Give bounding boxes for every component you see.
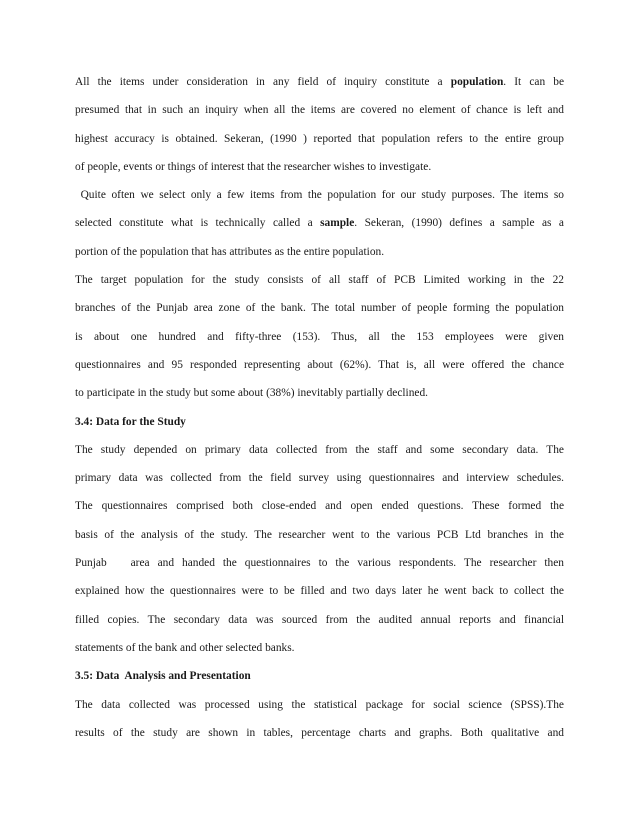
text-span: filled copies. The secondary data was sourced from the audited annual reports and financial <box>75 613 564 626</box>
text-line <box>75 238 564 266</box>
text-span: highest accuracy is obtained. Sekeran, (1990 ) reported that population refers to the entire group <box>75 132 564 145</box>
text-span: branches of the Punjab area zone of the bank. The total number of people forming the population <box>75 302 564 315</box>
bold-term: population <box>450 76 504 88</box>
text-line <box>75 549 564 577</box>
text-span: presumed that in such an inquiry when all the items are covered no element of chance is left and <box>75 104 564 117</box>
text-line <box>75 351 564 379</box>
text-line <box>75 323 564 351</box>
text-span: explained how the questionnaires were to be filled and two days later he went back to collect the <box>75 585 564 598</box>
text-span: Punjab area and handed the questionnaires to the various respondents. The researcher then <box>75 557 564 570</box>
text-span: results of the study are shown in tables, percentage charts and graphs. Both qualitative and <box>75 726 564 739</box>
text-line <box>75 294 564 322</box>
text-line <box>75 521 564 549</box>
text-line <box>75 691 564 719</box>
text-span: The target population for the study consists of all staff of PCB Limited working in the 22 <box>75 274 564 287</box>
text-line <box>75 125 564 153</box>
text-span: The study depended on primary data collected from the staff and some secondary data. The <box>75 443 564 456</box>
section-heading: 3.5: Data Analysis and Presentation <box>75 670 251 683</box>
document-page <box>75 68 564 747</box>
text-span: The data collected was processed using the statistical package for social science (SPSS).The <box>75 698 564 711</box>
text-span: statements of the bank and other selected banks. <box>75 641 295 654</box>
text-line <box>75 606 564 634</box>
text-line <box>75 181 564 209</box>
bold-term: sample <box>320 217 355 230</box>
text-line <box>75 209 564 237</box>
text-span: The questionnaires comprised both close-ended and open ended questions. These formed the <box>75 500 564 513</box>
text-span: is about one hundred and fifty-three (153). Thus, all the 153 employees were given <box>75 330 564 343</box>
text-span: portion of the population that has attributes as the entire population. <box>75 245 385 258</box>
text-span: Quite often we select only a few items from the population for our study purposes. The items so <box>75 189 564 202</box>
text-span: . Sekeran, (1990) defines a sample as a <box>354 217 564 230</box>
text-span: of people, events or things of interest that the researcher wishes to investigate. <box>75 160 432 173</box>
text-line <box>75 153 564 181</box>
text-line <box>75 96 564 124</box>
text-span: . It can be <box>503 76 564 88</box>
text-line <box>75 266 564 294</box>
text-line <box>75 577 564 605</box>
text-line <box>75 719 564 747</box>
text-span: All the items under consideration in any field of inquiry constitute a <box>75 76 451 88</box>
text-span: primary data was collected from the field survey using questionnaires and interview schedules. <box>75 472 564 485</box>
text-span: basis of the analysis of the study. The researcher went to the various PCB Ltd branches in the <box>75 528 564 541</box>
text-line <box>75 464 564 492</box>
text-span: selected constitute what is technically called a <box>75 217 321 230</box>
section-heading: 3.4: Data for the Study <box>75 415 186 428</box>
text-line <box>75 436 564 464</box>
text-line <box>75 634 564 662</box>
text-line <box>75 492 564 520</box>
text-line <box>75 379 564 407</box>
text-line <box>75 68 564 96</box>
text-span: to participate in the study but some about (38%) inevitably partially declined. <box>75 387 429 400</box>
text-span: questionnaires and 95 responded representing about (62%). That is, all were offered the chance <box>75 358 564 371</box>
